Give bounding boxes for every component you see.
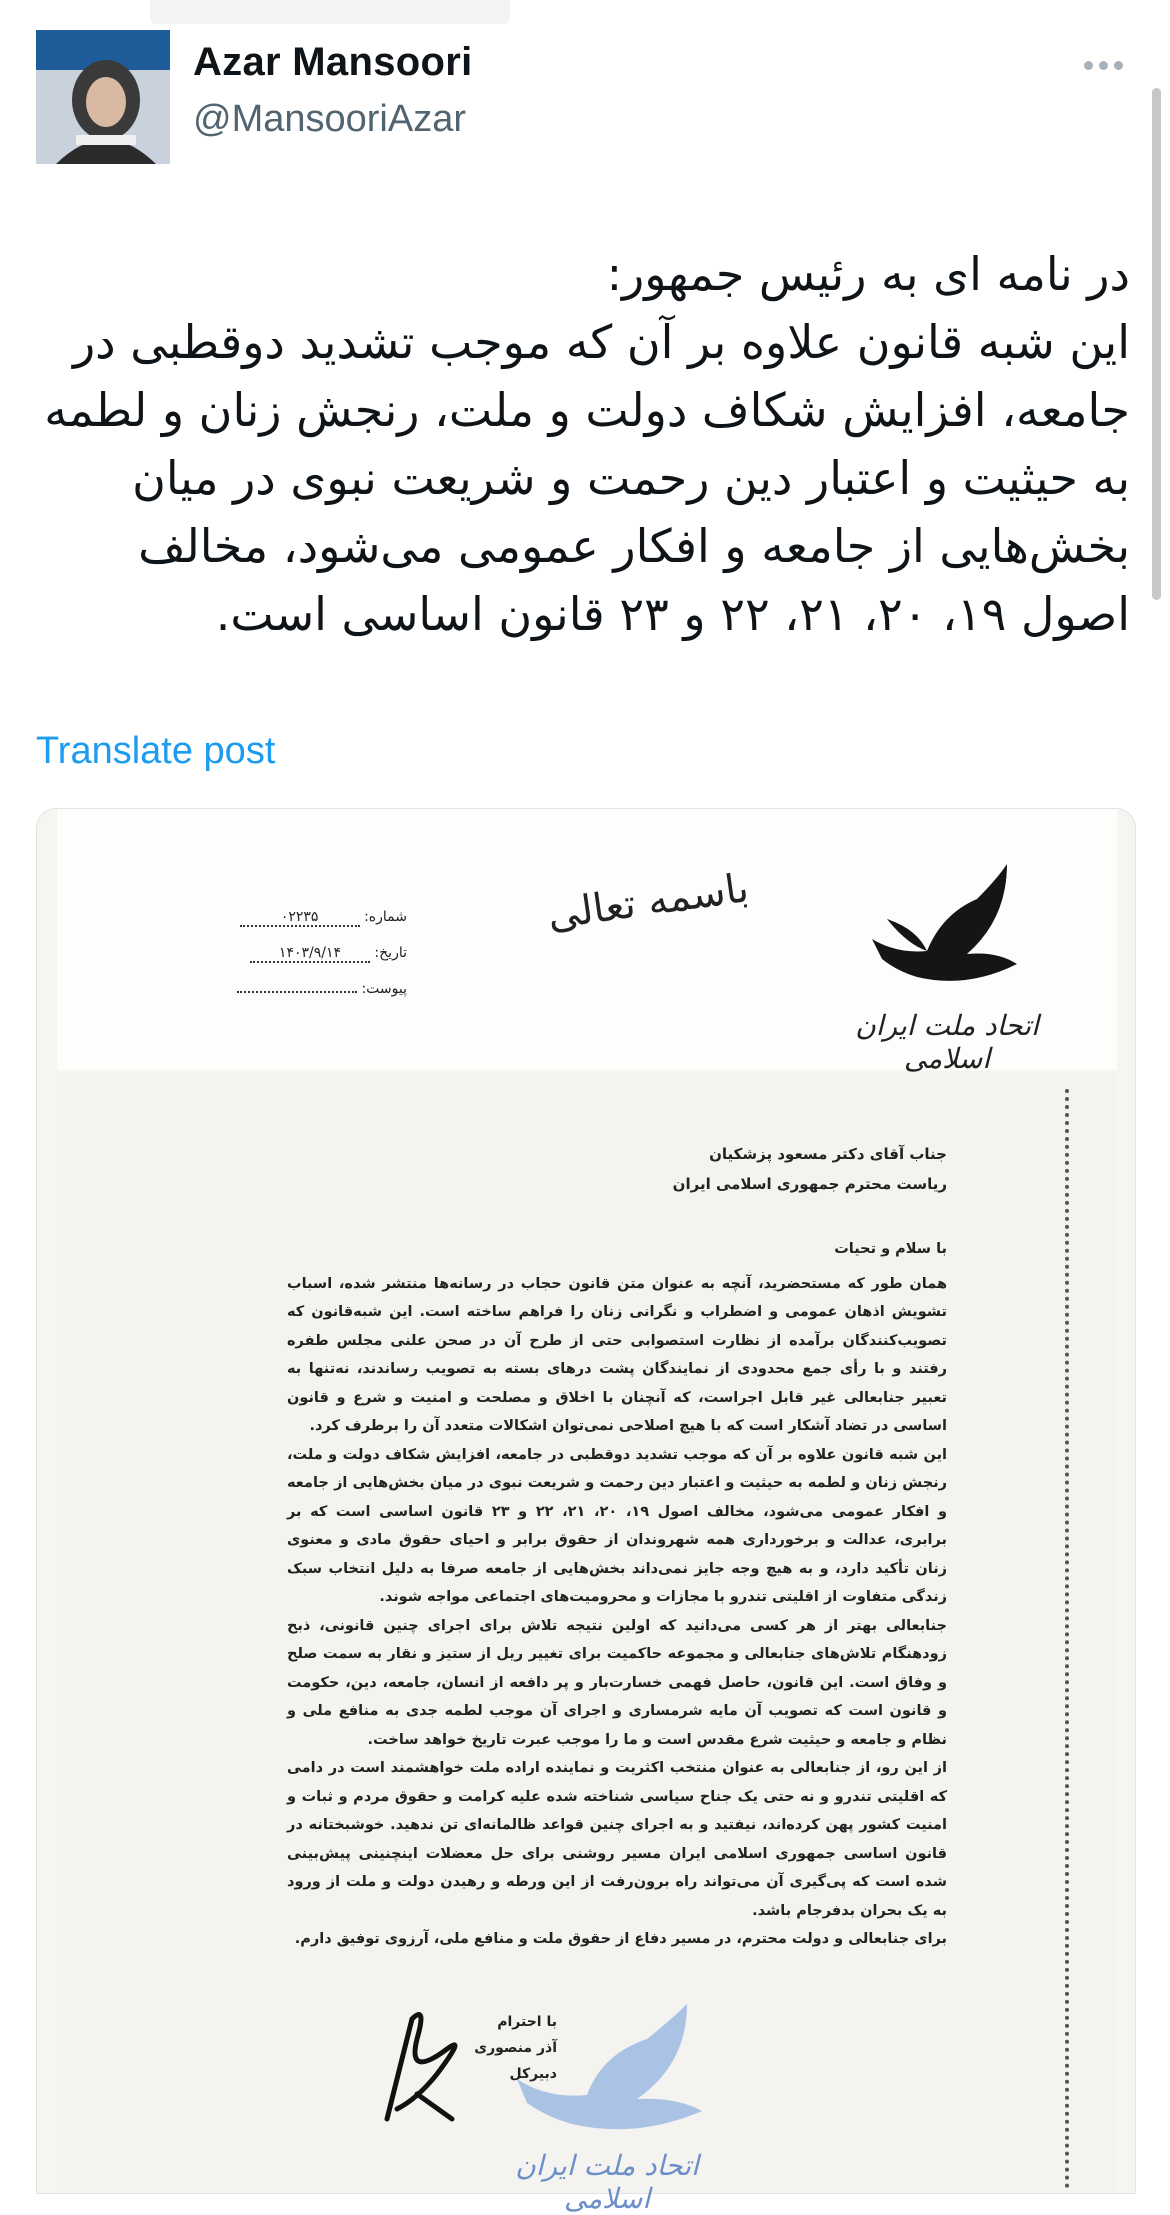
stamp-dove-logo-icon [497, 1999, 717, 2149]
letter-number-value: ۰۲۲۳۵ [240, 909, 360, 927]
recipient-line2: ریاست محترم جمهوری اسلامی ایران [672, 1175, 947, 1193]
letter-number [157, 909, 407, 927]
letter-paragraph: برای جنابعالی و دولت محترم، در مسیر دفاع از حقوق ملت و منافع ملی، آرزوی توفیق دارم. [294, 1931, 947, 1947]
letter-attachment-value [237, 991, 357, 993]
dove-logo-icon [857, 859, 1027, 1009]
letter-paragraph: از این رو، از جنابعالی به عنوان منتخب اکثریت و نماینده اراده ملت خواهشمند است در دامی که اقلیتی تندرو و نه حتی یک جناح سیاسی شناخته شده علیه کرامت و حقوق مردم و ثبات و امنیت کشور پهن کرده‌اند، نیفتید و به اجرای چنین قواعد ظالمانه‌ای تن ندهید. خوشبختانه در قانون اساسی جمهوری اسلامی ایران مسیر روشنی برای حل معضلات اینچنینی پیش‌بینی شده است که پی‌گیری آن می‌تواند راه برون‌رفت از این ورطه و رهیدن دولت و ملت از ورود به یک بحران بدفرجام باشد. [287, 1760, 947, 1919]
scrollbar[interactable] [1152, 88, 1161, 600]
signer-title: دبیرکل [509, 2066, 557, 2082]
salutation: با سلام و تحیات [834, 1241, 947, 1257]
letter-date-value: ۱۴۰۳/۹/۱۴ [250, 945, 370, 963]
letter-body [287, 1139, 947, 1954]
party-name-header: اتحاد ملت ایران اسلامی [855, 1009, 1039, 1075]
letter-page [57, 809, 1117, 2215]
letter-attachment [157, 981, 407, 997]
post-text: در نامه ای به رئیس جمهور: این شبه قانون علاوه بر آن که موجب تشدید دوقطبی در جامعه، افزایش شکاف دولت و ملت، رنجش زنان و لطمه به حیثیت و اعتبار دین رحمت و شریعت نبوی در میان بخش‌هایی از جامعه و افکار عمومی می‌شود، مخالف اصول ۱۹، ۲۰، ۲۱، ۲۲ و ۲۳ قانون اساسی است. [44, 247, 1130, 641]
author-handle[interactable]: @MansooriAzar [193, 98, 466, 140]
author-name[interactable]: Azar Mansoori [193, 40, 473, 84]
letter-date [157, 945, 407, 963]
attached-image[interactable] [36, 808, 1136, 2215]
stamp-text: اتحاد ملت ایران اسلامی [515, 2149, 699, 2215]
signer-name: آذر منصوری [474, 2040, 557, 2056]
letter-attachment-label: پیوست: [361, 981, 407, 997]
closing: با احترام [497, 2014, 557, 2030]
avatar-photo-icon [36, 30, 170, 164]
recipient [287, 1139, 947, 1199]
letter-paragraph: همان طور که مستحضرید، آنچه به عنوان متن قانون حجاب در رسانه‌ها منتشر شده، اسباب تشویش اذهان عمومی و اضطراب و نگرانی زنان را فراهم ساخته است. این شبه‌قانون که تصویب‌کنندگان برآمده از نظارت استصوابی حتی از طرح آن در صحن علنی مجلس طفره رفتند و با رأی جمع محدودی از نمایندگان پشت درهای بسته به تصویب رساندند، نه‌تنها به تعبیر جنابعالی غیر قابل اجراست، که آنچنان با اخلاق و مصلحت و امنیت و شرع و قانون اساسی در تضاد آشکار است که با هیچ اصلاحی نمی‌توان اشکالات متعدد آن را برطرف کرد. [287, 1275, 947, 1434]
letter-paragraph: این شبه قانون علاوه بر آن که موجب تشدید دوقطبی در جامعه، افزایش شکاف دولت و ملت، رنجش زنان و لطمه به حیثیت و اعتبار دین رحمت و شریعت نبوی در میان بخش‌هایی از جامعه و افکار عمومی می‌شود، مخالف اصول ۱۹، ۲۰، ۲۱، ۲۲ و ۲۳ قانون اساسی است که بر برابری، عدالت و برخورداری همه شهروندان از حقوق برابر و احیای حقوق مادی و معنوی زنان تأکید دارد، و به هیچ وجه جایز نمی‌داند بخش‌هایی از جامعه صرفا به دلیل انتخاب سبک زندگی متفاوت از اقلیتی تندرو با مجازات و محرومیت‌های اجتماعی مواجه شوند. [287, 1446, 948, 1605]
perforation-line [1065, 1089, 1069, 2189]
avatar[interactable] [36, 30, 170, 164]
top-fade-bar [150, 0, 510, 24]
translate-post-link[interactable]: Translate post [36, 730, 276, 772]
letter-date-label: تاریخ: [374, 945, 407, 961]
recipient-line1: جناب آقای دکتر مسعود پزشکیان [709, 1145, 947, 1163]
letter-number-label: شماره: [364, 909, 407, 925]
letter-paragraph: جنابعالی بهتر از هر کسی می‌دانید که اولین نتیجه تلاش برای اجرای چنین قانونی، ذبح زودهنگام تلاش‌های جنابعالی و مجموعه حاکمیت برای تغییر ریل از ستیز و نقار به سمت صلح و وفاق است. این قانون، حاصل فهمی خسارت‌بار و پر دافعه از انسان، جامعه، دین، حکومت و قانون است که تصویب آن مایه شرمساری و اجرای آن موجب لطمه جدی به منافع ملی و نظام و جامعه و حیثیت شرع مقدس است و ما را موجب عبرت تاریخ خواهد ساخت. [287, 1617, 947, 1748]
bismillah-heading: باسمه تعالی [544, 865, 752, 939]
more-horizontal-icon[interactable] [1084, 55, 1134, 75]
